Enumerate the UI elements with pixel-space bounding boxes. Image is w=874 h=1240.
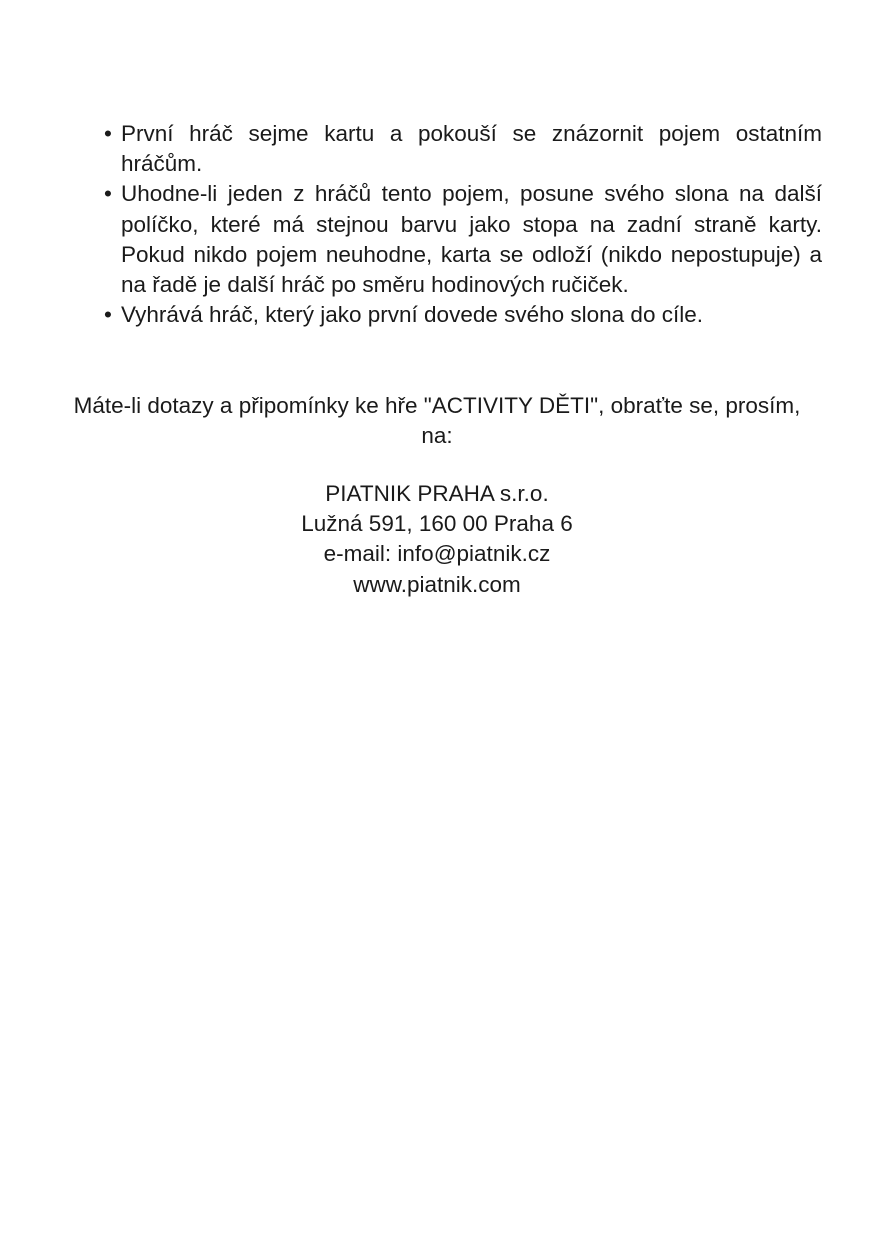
- company-name: PIATNIK PRAHA s.r.o.: [325, 481, 549, 506]
- website-link[interactable]: www.piatnik.com: [353, 571, 521, 597]
- rule-text: Uhodne-li jeden z hráčů tento pojem, posune svého slona na další políčko, které má stejnou barvu jako stopa na zadní straně karty. Pokud nikdo pojem neuhodne, karta se odloží (nikdo nepostupuje) a na řadě je další hráč po směru hodinových ručiček.: [121, 181, 822, 298]
- contact-intro: Máte-li dotazy a připomínky ke hře "ACTIVITY DĚTI", obraťte se, prosím, na:: [73, 393, 801, 449]
- bullet-icon: •: [104, 302, 112, 328]
- street-address: Lužná 591, 160 00 Praha 6: [301, 511, 573, 537]
- rules-list: [104, 119, 822, 330]
- rule-item: [104, 119, 822, 179]
- rule-item: [104, 300, 822, 330]
- bullet-icon: •: [104, 121, 112, 146]
- email-address: e-mail: info@piatnik.cz: [323, 541, 551, 567]
- rule-item: [104, 179, 822, 300]
- rule-text: První hráč sejme kartu a pokouší se znázornit pojem ostatním hráčům.: [121, 121, 822, 177]
- rule-text: Vyhrává hráč, který jako první dovede svého slona do cíle.: [121, 302, 703, 328]
- address-block: [60, 479, 814, 600]
- bullet-icon: •: [104, 181, 112, 207]
